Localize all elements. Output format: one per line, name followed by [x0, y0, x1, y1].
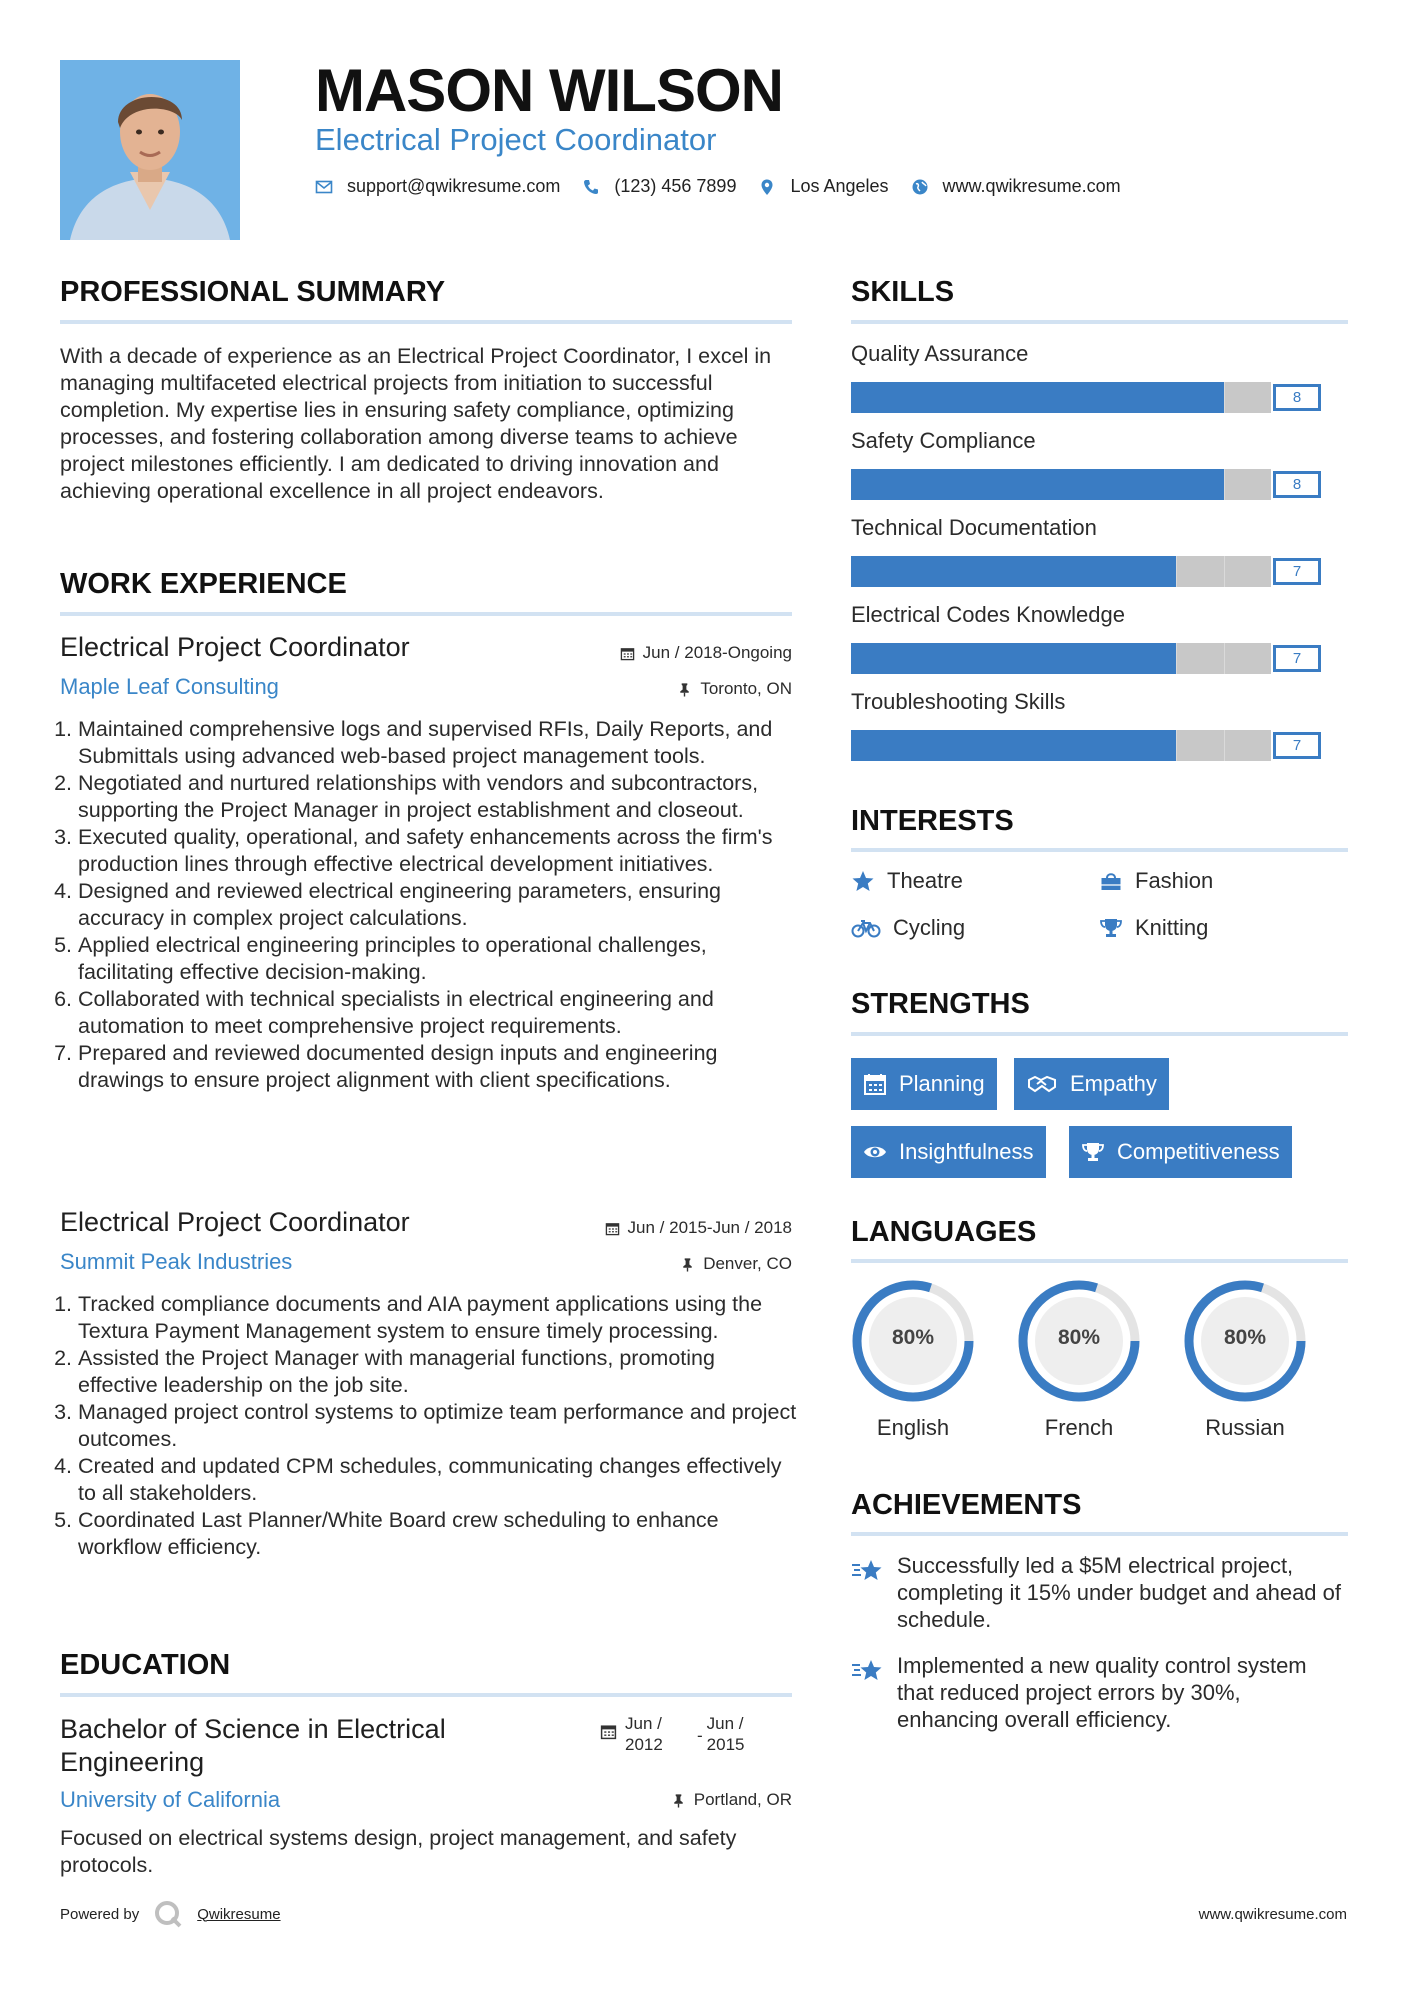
eye-icon [863, 1140, 887, 1164]
language-percent: 80% [1223, 1326, 1267, 1349]
calendar-icon [863, 1072, 887, 1096]
contact-location [758, 176, 888, 197]
skill-bar-filled-segment [851, 382, 898, 413]
school-name[interactable]: University of California [60, 1787, 281, 1812]
brand-link[interactable]: Qwikresume [197, 1905, 281, 1923]
achievement-item: Implemented a new quality control system that reduced project errors by 30%, enhancing overall efficiency. [851, 1652, 1348, 1733]
skill-level-bar [851, 556, 1321, 587]
skill-bar-filled-segment [897, 730, 943, 761]
skill-level-bar [851, 643, 1321, 674]
powered-by [60, 1899, 281, 1929]
list-item: 4. Designed and reviewed electrical engineering parameters, ensuring accuracy in complex project calculations. [78, 878, 797, 932]
skill-level-badge: 8 [1273, 384, 1321, 411]
skill-bar-filled-segment [1083, 643, 1129, 674]
skill-bar-filled-segment [1130, 556, 1176, 587]
interest-item: Knitting [1099, 915, 1208, 941]
skill-bar-filled-segment [1130, 730, 1176, 761]
skill-bar-filled-segment [1037, 730, 1083, 761]
section-divider [60, 320, 792, 324]
skill-bar-filled-segment [897, 643, 943, 674]
education-location: Portland, OR [671, 1790, 792, 1810]
job-dates: Jun / 2018-Ongoing [620, 643, 792, 663]
skill-bar-filled-segment [1084, 469, 1131, 500]
section-divider [60, 1693, 792, 1697]
list-item: 7. Prepared and reviewed documented design inputs and engineering drawings to ensure project alignment with client specifications. [78, 1040, 797, 1094]
candidate-name: MASON WILSON [315, 57, 783, 124]
skill-level-badge: 7 [1273, 558, 1321, 585]
skill-bar-filled-segment [898, 382, 945, 413]
handshake-icon [1026, 1072, 1058, 1096]
language-name: English [876, 1415, 950, 1440]
skill-bar-filled-segment [944, 469, 991, 500]
skill-bar-filled-segment [1083, 556, 1129, 587]
strength-chip: Planning [851, 1058, 997, 1110]
achievements-heading: ACHIEVEMENTS [851, 1489, 1082, 1521]
list-item: 2. Assisted the Project Manager with managerial functions, promoting effective leadership on the job site. [78, 1345, 797, 1399]
strength-chip: Competitiveness [1069, 1126, 1292, 1178]
job-title: Electrical Project Coordinator [60, 1207, 410, 1237]
skill-bar-empty-segment [1176, 556, 1223, 587]
contact-bar [315, 176, 1143, 197]
education-heading: EDUCATION [60, 1649, 231, 1681]
profile-photo [60, 60, 240, 240]
education-dates [600, 1713, 757, 1755]
list-item: 1. Maintained comprehensive logs and supervised RFIs, Daily Reports, and Submittals using advanced web-based project management tools. [78, 716, 797, 770]
job-responsibilities [60, 716, 797, 1094]
skill-bar-filled-segment [851, 730, 897, 761]
interest-item: Theatre [851, 868, 963, 894]
interests-heading: INTERESTS [851, 805, 1014, 837]
skill-level-badge: 7 [1273, 645, 1321, 672]
skill-bar-filled-segment [1177, 469, 1224, 500]
skill-bar-filled-segment [1177, 382, 1224, 413]
skill-bar-filled-segment [1037, 643, 1083, 674]
shooting-star-icon [851, 1656, 885, 1686]
skill-bar-filled-segment [990, 643, 1036, 674]
language-ring [1017, 1279, 1141, 1403]
list-item: 5. Applied electrical engineering principles to operational challenges, facilitating effective decision-making. [78, 932, 797, 986]
skill-name: Technical Documentation [851, 515, 1097, 540]
shooting-star-icon [851, 1556, 885, 1586]
powered-by-label: Powered by [60, 1905, 140, 1923]
skill-bar-empty-segment [1224, 556, 1271, 587]
skill-level-bar [851, 382, 1321, 413]
skill-bar-filled-segment [1130, 382, 1177, 413]
section-divider [851, 320, 1348, 324]
list-item: 1. Tracked compliance documents and AIA payment applications using the Textura Payment Management system to ensure timely processing. [78, 1291, 797, 1345]
strengths-heading: STRENGTHS [851, 988, 1030, 1020]
job-dates: Jun / 2015-Jun / 2018 [605, 1218, 792, 1238]
language-item [1017, 1279, 1141, 1441]
calendar-icon [600, 1723, 617, 1740]
qwikresume-logo-icon [153, 1899, 183, 1929]
education-start-date: Jun / 2012 [625, 1714, 663, 1754]
email-text: support@qwikresume.com [347, 176, 561, 196]
contact-website[interactable] [911, 176, 1121, 197]
list-item: 6. Collaborated with technical specialists in electrical engineering and automation to meet comprehensive project requirements. [78, 986, 797, 1040]
language-item [1183, 1279, 1307, 1441]
language-item [851, 1279, 975, 1441]
skill-bar-filled-segment [991, 469, 1038, 500]
section-divider [851, 1032, 1348, 1036]
language-percent: 80% [1057, 1326, 1101, 1349]
skill-level-bar [851, 730, 1321, 761]
skill-bar-filled-segment [990, 556, 1036, 587]
language-ring [851, 1279, 975, 1403]
skill-bar-filled-segment [851, 469, 898, 500]
language-ring [1183, 1279, 1307, 1403]
skill-name: Quality Assurance [851, 341, 1029, 366]
section-divider [60, 612, 792, 616]
section-divider [851, 848, 1348, 852]
date-separator: - [697, 1726, 703, 1745]
skill-level-badge: 7 [1273, 732, 1321, 759]
map-pin-icon [758, 178, 776, 196]
interest-item: Cycling [851, 915, 965, 941]
job-responsibilities [60, 1291, 797, 1561]
skill-bar-filled-segment [1083, 730, 1129, 761]
education-description: Focused on electrical systems design, project management, and safety protocols. [60, 1826, 737, 1877]
skill-bar-filled-segment [851, 556, 897, 587]
skill-name: Electrical Codes Knowledge [851, 602, 1125, 627]
pushpin-icon [680, 1257, 695, 1272]
skill-name: Safety Compliance [851, 428, 1036, 453]
skill-bar-filled-segment [1037, 382, 1084, 413]
interest-item: Fashion [1099, 868, 1213, 894]
calendar-icon [605, 1221, 620, 1236]
skill-bar-empty-segment [1224, 643, 1271, 674]
company-name[interactable]: Summit Peak Industries [60, 1249, 293, 1274]
trophy-icon [1099, 917, 1123, 939]
list-item: 3. Managed project control systems to optimize team performance and project outcomes. [78, 1399, 797, 1453]
skill-bar-filled-segment [944, 382, 991, 413]
summary-heading: PROFESSIONAL SUMMARY [60, 276, 446, 308]
skill-bar-empty-segment [1224, 730, 1271, 761]
list-item: 5. Coordinated Last Planner/White Board crew scheduling to enhance workflow efficiency. [78, 1507, 797, 1561]
skill-bar-filled-segment [1037, 469, 1084, 500]
section-divider [851, 1259, 1348, 1263]
website-text: www.qwikresume.com [942, 176, 1121, 196]
star-icon [851, 870, 875, 892]
company-name[interactable]: Maple Leaf Consulting [60, 674, 279, 699]
globe-icon [911, 178, 929, 196]
skill-bar-filled-segment [898, 469, 945, 500]
achievement-item: Successfully led a $5M electrical project, completing it 15% under budget and ahead of schedule. [851, 1552, 1348, 1633]
skill-level-badge: 8 [1273, 471, 1321, 498]
job-location: Toronto, ON [677, 679, 792, 699]
contact-phone[interactable] [582, 176, 736, 197]
list-item: 2. Negotiated and nurtured relationships with vendors and subcontractors, supporting the Project Manager in project establishment and closeout. [78, 770, 797, 824]
skill-name: Troubleshooting Skills [851, 689, 1066, 714]
experience-heading: WORK EXPERIENCE [60, 568, 347, 600]
pushpin-icon [677, 682, 692, 697]
phone-text: (123) 456 7899 [614, 176, 737, 196]
skill-bar-filled-segment [1130, 643, 1176, 674]
skill-bar-empty-segment [1176, 730, 1223, 761]
phone-icon [582, 178, 600, 196]
language-percent: 80% [891, 1326, 935, 1349]
skill-bar-filled-segment [944, 730, 990, 761]
language-name: Russian [1205, 1415, 1285, 1440]
skill-bar-filled-segment [991, 382, 1038, 413]
degree-title: Bachelor of Science in Electrical Engineering [60, 1714, 446, 1777]
footer-url[interactable]: www.qwikresume.com [1198, 1906, 1347, 1923]
trophy-icon [1081, 1140, 1105, 1164]
skill-bar-filled-segment [1130, 469, 1177, 500]
skill-bar-filled-segment [851, 643, 897, 674]
skill-bar-empty-segment [1224, 469, 1272, 500]
pushpin-icon [671, 1793, 686, 1808]
shopping-bag-icon [1099, 870, 1123, 892]
location-text: Los Angeles [790, 176, 889, 196]
skill-bar-filled-segment [990, 730, 1036, 761]
education-end-date: Jun / 2015 [706, 1714, 745, 1754]
skill-bar-filled-segment [944, 643, 990, 674]
job-title: Electrical Project Coordinator [60, 632, 410, 662]
summary-text: With a decade of experience as an Electrical Project Coordinator, I excel in managing multifaceted electrical projects from initiation to successful completion. My expertise lies in ensuring safety compliance, optimizing processes, and fostering collaboration among diverse teams to achieve project milestones efficiently. I am dedicated to driving innovation and achieving operational excellence in all project endeavors. [60, 344, 772, 503]
skill-bar-filled-segment [1037, 556, 1083, 587]
skill-bar-empty-segment [1176, 643, 1223, 674]
strength-chip: Empathy [1014, 1058, 1169, 1110]
strength-chip: Insightfulness [851, 1126, 1046, 1178]
list-item: 4. Created and updated CPM schedules, communicating changes effectively to all stakeholders. [78, 1453, 797, 1507]
calendar-icon [620, 646, 635, 661]
section-divider [851, 1532, 1348, 1536]
avatar [60, 60, 240, 240]
skill-bar-empty-segment [1224, 382, 1272, 413]
languages-heading: LANGUAGES [851, 1216, 1037, 1248]
skill-bar-filled-segment [897, 556, 943, 587]
language-name: French [1044, 1415, 1114, 1440]
skills-heading: SKILLS [851, 276, 955, 308]
bicycle-icon [851, 917, 881, 939]
envelope-icon [315, 178, 333, 196]
job-location: Denver, CO [680, 1254, 792, 1274]
skill-bar-filled-segment [944, 556, 990, 587]
skill-level-bar [851, 469, 1321, 500]
list-item: 3. Executed quality, operational, and safety enhancements across the firm's production lines through effective electrical development initiatives. [78, 824, 797, 878]
skill-bar-filled-segment [1084, 382, 1131, 413]
candidate-title: Electrical Project Coordinator [315, 122, 717, 157]
contact-email[interactable] [315, 176, 560, 197]
